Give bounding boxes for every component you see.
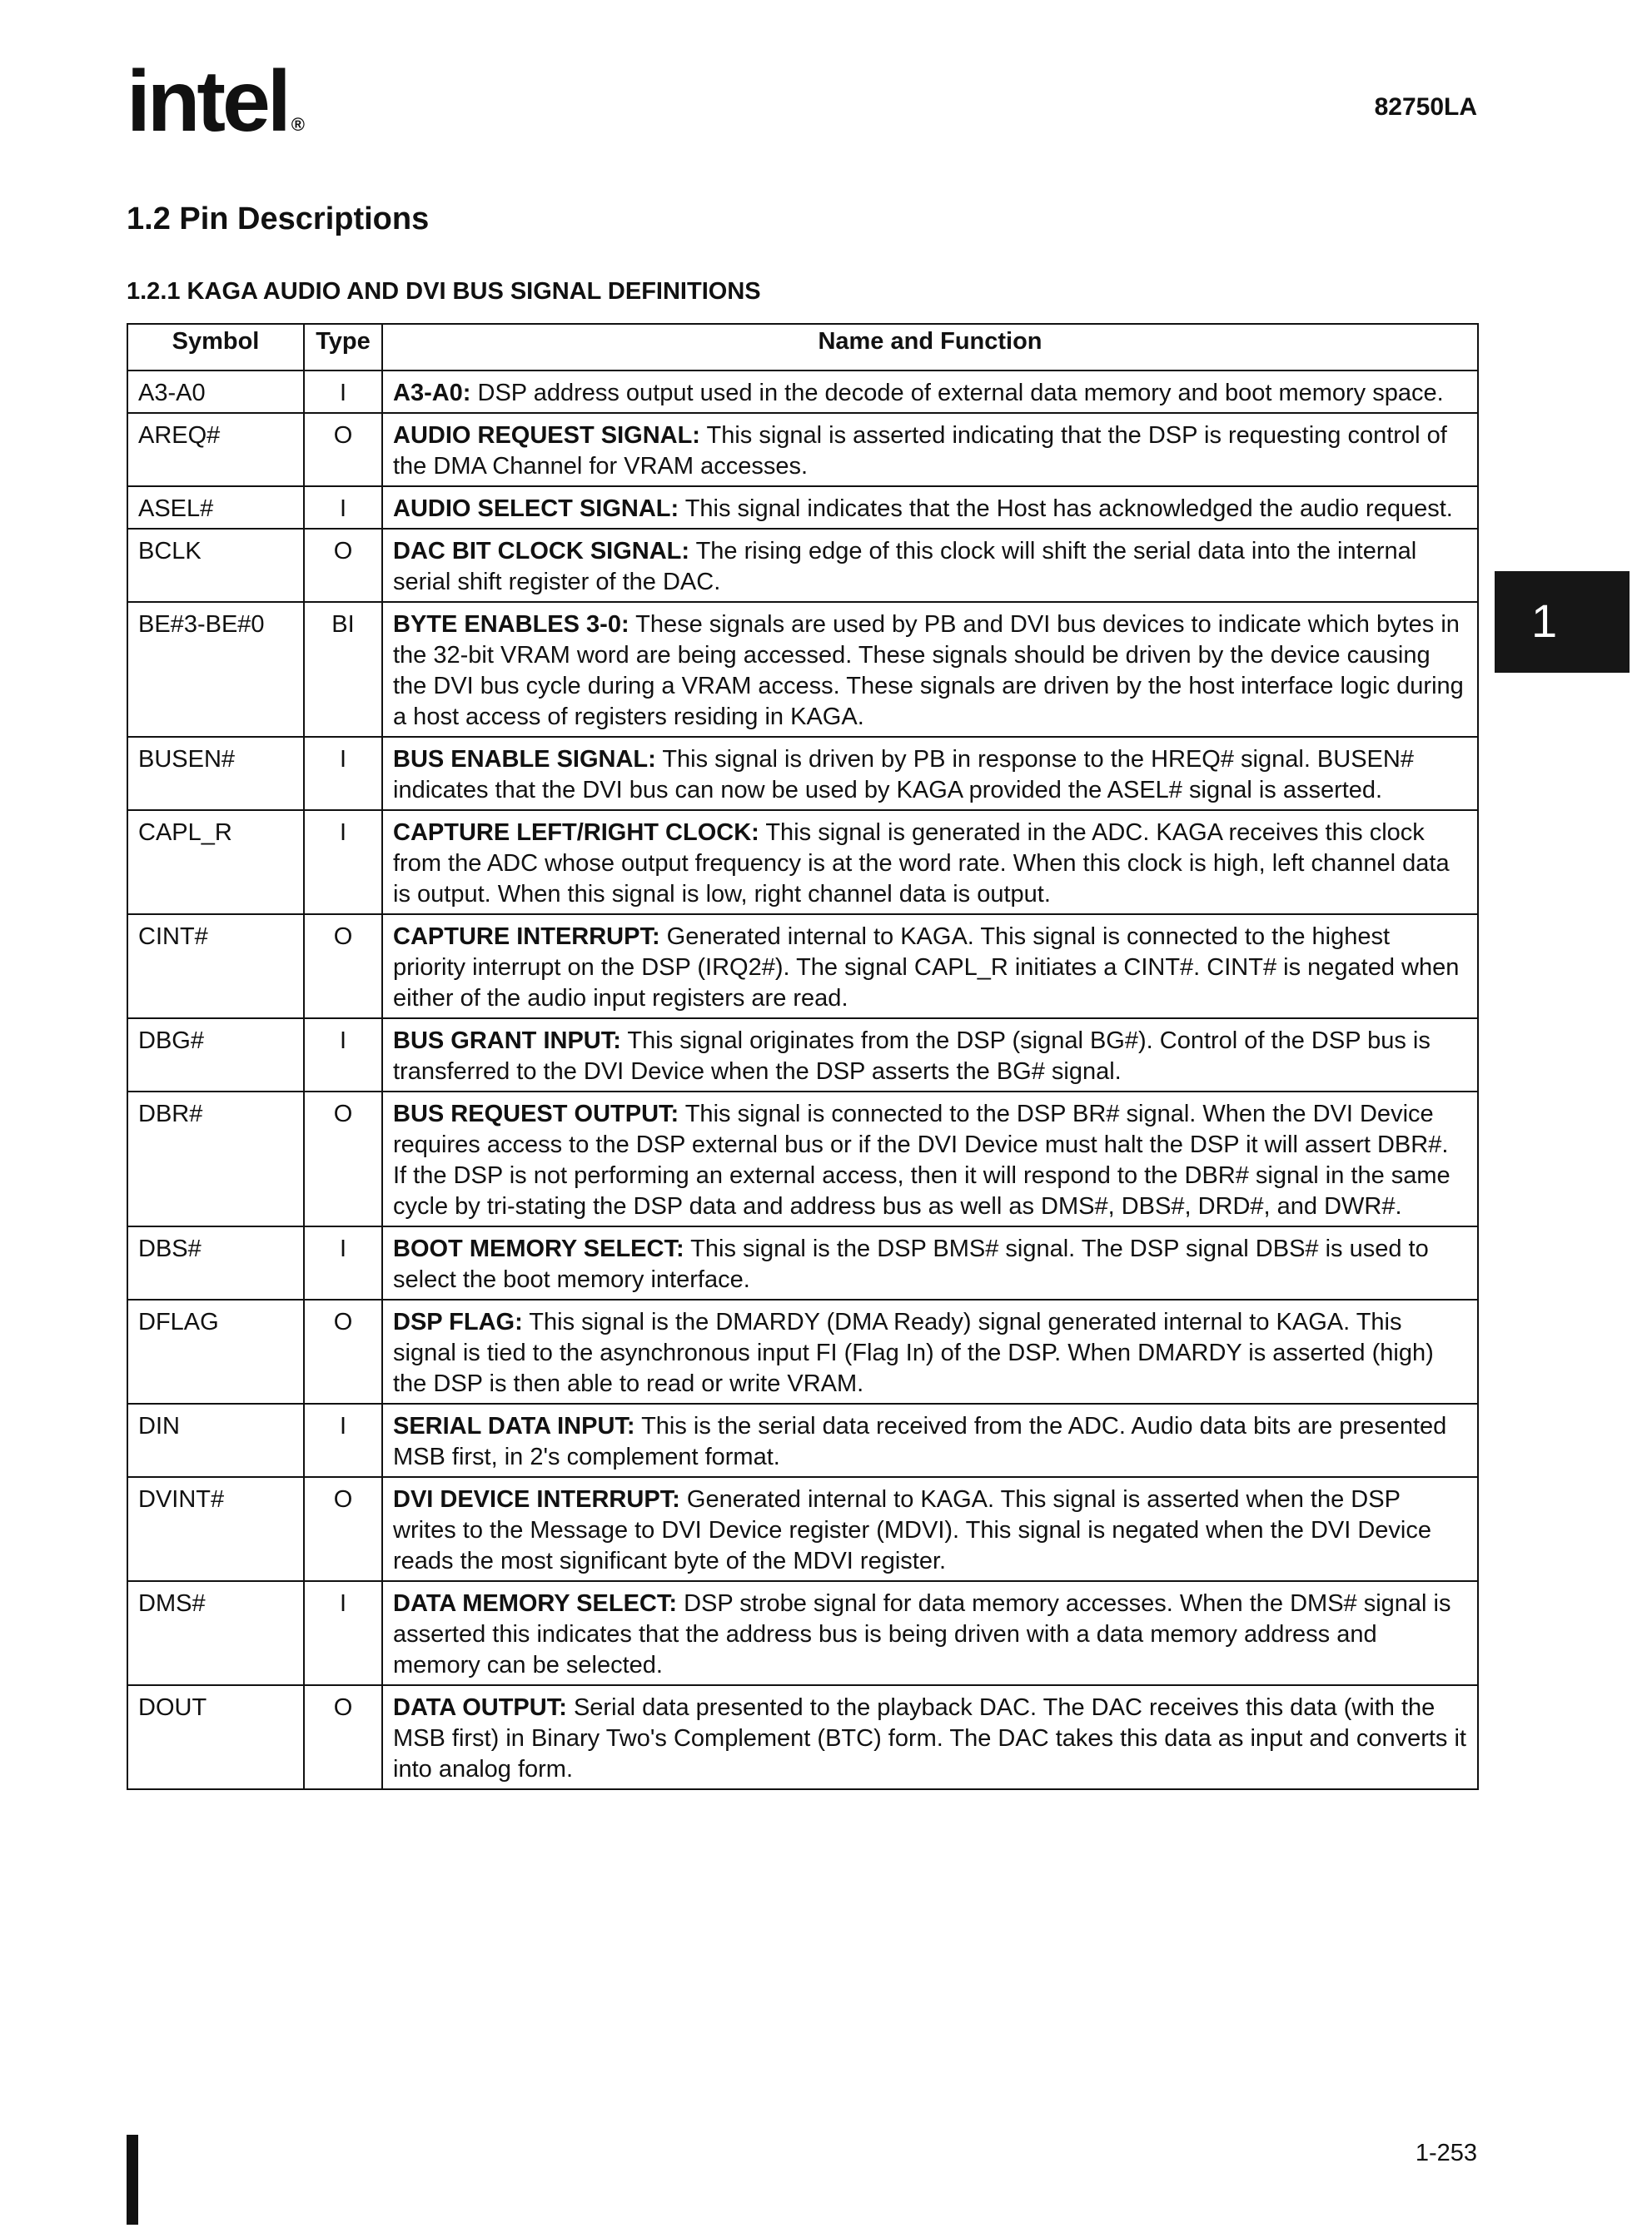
pin-function-description: Generated internal to KAGA. This signal is connected to the highest priority interrupt on the DSP (IRQ2#). The signal CAPL_R initiates a CINT#. CINT# is negated when either of the audio input registers are read. [393,923,1460,1012]
pin-symbol: DBG# [127,1018,304,1092]
pin-function-description: The rising edge of this clock will shift the serial data into the internal serial shift register of the DAC. [393,538,1417,595]
table-row [127,371,1478,413]
pin-function-description: This signal is the DMARDY (DMA Ready) signal generated internal to KAGA. This signal is tied to the asynchronous input FI (Flag In) of the DSP. When DMARDY is asserted (high) the DSP is then able to read or write VRAM. [393,1309,1434,1397]
table-row [127,486,1478,529]
section-title: 1.2 Pin Descriptions [127,201,430,236]
pin-type: I [304,371,382,413]
table-header-row [127,324,1478,371]
pin-name-function [382,371,1478,413]
change-bar [127,2135,138,2225]
table-row [127,529,1478,602]
pin-description-table [127,323,1479,1790]
pin-name-function [382,1404,1478,1477]
pin-name-function [382,486,1478,529]
table-body [127,371,1478,1789]
pin-function-name: BOOT MEMORY SELECT: [393,1236,684,1262]
pin-function-description: This signal originates from the DSP (signal BG#). Control of the DSP bus is transferred to the DVI Device when the DSP asserts the BG# signal. [393,1027,1431,1085]
pin-function-name: CAPTURE INTERRUPT: [393,923,660,950]
subsection-title: 1.2.1 KAGA AUDIO AND DVI BUS SIGNAL DEFINITIONS [127,278,761,305]
pin-type: I [304,810,382,914]
pin-name-function [382,529,1478,602]
pin-function-name: BYTE ENABLES 3-0: [393,611,629,638]
pin-function-name: BUS ENABLE SIGNAL: [393,746,656,773]
pin-type: O [304,1477,382,1581]
pin-symbol: A3-A0 [127,371,304,413]
pin-symbol: DFLAG [127,1300,304,1404]
pin-symbol: AREQ# [127,413,304,486]
pin-type: I [304,1018,382,1092]
table-row [127,413,1478,486]
table-row [127,1226,1478,1300]
pin-function-name: DATA OUTPUT: [393,1694,567,1721]
pin-type: O [304,529,382,602]
pin-symbol: ASEL# [127,486,304,529]
pin-name-function [382,413,1478,486]
pin-function-description: This signal is connected to the DSP BR# signal. When the DVI Device requires access to the DSP external bus or if the DVI Device must halt the DSP it will assert DBR#. If the DSP is not performing an external access, then it will respond to the DBR# signal in the same cycle by tri-stating the DSP data and address bus as well as DMS#, DBS#, DRD#, and DWR#. [393,1101,1450,1220]
pin-type: I [304,737,382,810]
pin-name-function [382,1477,1478,1581]
table-row [127,1018,1478,1092]
table-row [127,602,1478,737]
pin-function-description: This signal indicates that the Host has acknowledged the audio request. [679,495,1453,522]
pin-type: O [304,914,382,1018]
table-row [127,737,1478,810]
pin-function-description: This signal is the DSP BMS# signal. The DSP signal DBS# is used to select the boot memory interface. [393,1236,1429,1293]
pin-name-function [382,810,1478,914]
registered-mark: ® [291,114,306,135]
table-row [127,810,1478,914]
pin-symbol: DBR# [127,1092,304,1226]
header-symbol: Symbol [127,324,304,371]
pin-type: I [304,486,382,529]
pin-function-description: Generated internal to KAGA. This signal is asserted when the DSP writes to the Message to DVI Device register (MDVI). This signal is negated when the DVI Device reads the most significant byte of the MDVI register. [393,1486,1431,1574]
pin-type: I [304,1581,382,1685]
pin-function-name: BUS REQUEST OUTPUT: [393,1101,679,1127]
pin-function-description: This signal is asserted indicating that the DSP is requesting control of the DMA Channel for VRAM accesses. [393,422,1447,480]
pin-symbol: DIN [127,1404,304,1477]
pin-type: O [304,413,382,486]
pin-function-name: DATA MEMORY SELECT: [393,1590,678,1617]
table-row [127,1685,1478,1789]
pin-name-function [382,1685,1478,1789]
pin-name-function [382,1092,1478,1226]
logo-text: intel [127,53,288,150]
header-name-function: Name and Function [382,324,1478,371]
pin-symbol: BCLK [127,529,304,602]
pin-symbol: DBS# [127,1226,304,1300]
pin-name-function [382,1018,1478,1092]
table-row [127,914,1478,1018]
pin-symbol: BE#3-BE#0 [127,602,304,737]
header-type: Type [304,324,382,371]
pin-name-function [382,737,1478,810]
pin-symbol: DOUT [127,1685,304,1789]
pin-function-name: DSP FLAG: [393,1309,523,1335]
pin-function-name: AUDIO REQUEST SIGNAL: [393,422,700,449]
pin-name-function [382,602,1478,737]
pin-type: BI [304,602,382,737]
table-row [127,1404,1478,1477]
pin-symbol: DVINT# [127,1477,304,1581]
intel-logo [127,53,306,150]
pin-function-description: This signal is generated in the ADC. KAGA receives this clock from the ADC whose output frequency is at the word rate. When this clock is high, left channel data is output. When this signal is low, right channel data is output. [393,819,1450,908]
pin-name-function [382,1581,1478,1685]
pin-function-description: These signals are used by PB and DVI bus devices to indicate which bytes in the 32-bit VRAM word are being accessed. These signals should be driven by the device causing the DVI bus cycle during a VRAM access. These signals are driven by the host interface logic during a host access of registers residing in KAGA. [393,611,1464,730]
table-row [127,1092,1478,1226]
pin-function-description: DSP strobe signal for data memory accesses. When the DMS# signal is asserted this indicates that the address bus is being driven with a data memory address and memory can be selected. [393,1590,1451,1678]
part-number: 82750LA [1374,93,1477,121]
pin-function-name: DAC BIT CLOCK SIGNAL: [393,538,690,564]
pin-symbol: DMS# [127,1581,304,1685]
table-row [127,1477,1478,1581]
pin-function-description: Serial data presented to the playback DAC. The DAC receives this data (with the MSB first) in Binary Two's Complement (BTC) form. The DAC takes this data as input and converts it into analog form. [393,1694,1466,1783]
page-number: 1-253 [1415,2140,1477,2166]
pin-function-description: This is the serial data received from the ADC. Audio data bits are presented MSB first, in 2's complement format. [393,1413,1447,1470]
pin-function-name: CAPTURE LEFT/RIGHT CLOCK: [393,819,759,846]
pin-name-function [382,914,1478,1018]
pin-function-name: DVI DEVICE INTERRUPT: [393,1486,680,1513]
pin-function-name: A3-A0: [393,380,471,406]
pin-name-function [382,1226,1478,1300]
pin-type: O [304,1092,382,1226]
table-row [127,1581,1478,1685]
pin-symbol: BUSEN# [127,737,304,810]
pin-function-description: DSP address output used in the decode of external data memory and boot memory space. [470,380,1444,406]
pin-type: O [304,1300,382,1404]
pin-function-description: This signal is driven by PB in response to the HREQ# signal. BUSEN# indicates that the DVI bus can now be used by KAGA provided the ASEL# signal is asserted. [393,746,1414,803]
pin-function-name: SERIAL DATA INPUT: [393,1413,635,1440]
section-tab-label: 1 [1531,594,1558,647]
table-row [127,1300,1478,1404]
pin-symbol: CAPL_R [127,810,304,914]
pin-symbol: CINT# [127,914,304,1018]
section-tab [1495,571,1630,673]
pin-name-function [382,1300,1478,1404]
pin-function-name: BUS GRANT INPUT: [393,1027,621,1054]
pin-function-name: AUDIO SELECT SIGNAL: [393,495,679,522]
pin-type: I [304,1404,382,1477]
pin-type: O [304,1685,382,1789]
pin-type: I [304,1226,382,1300]
